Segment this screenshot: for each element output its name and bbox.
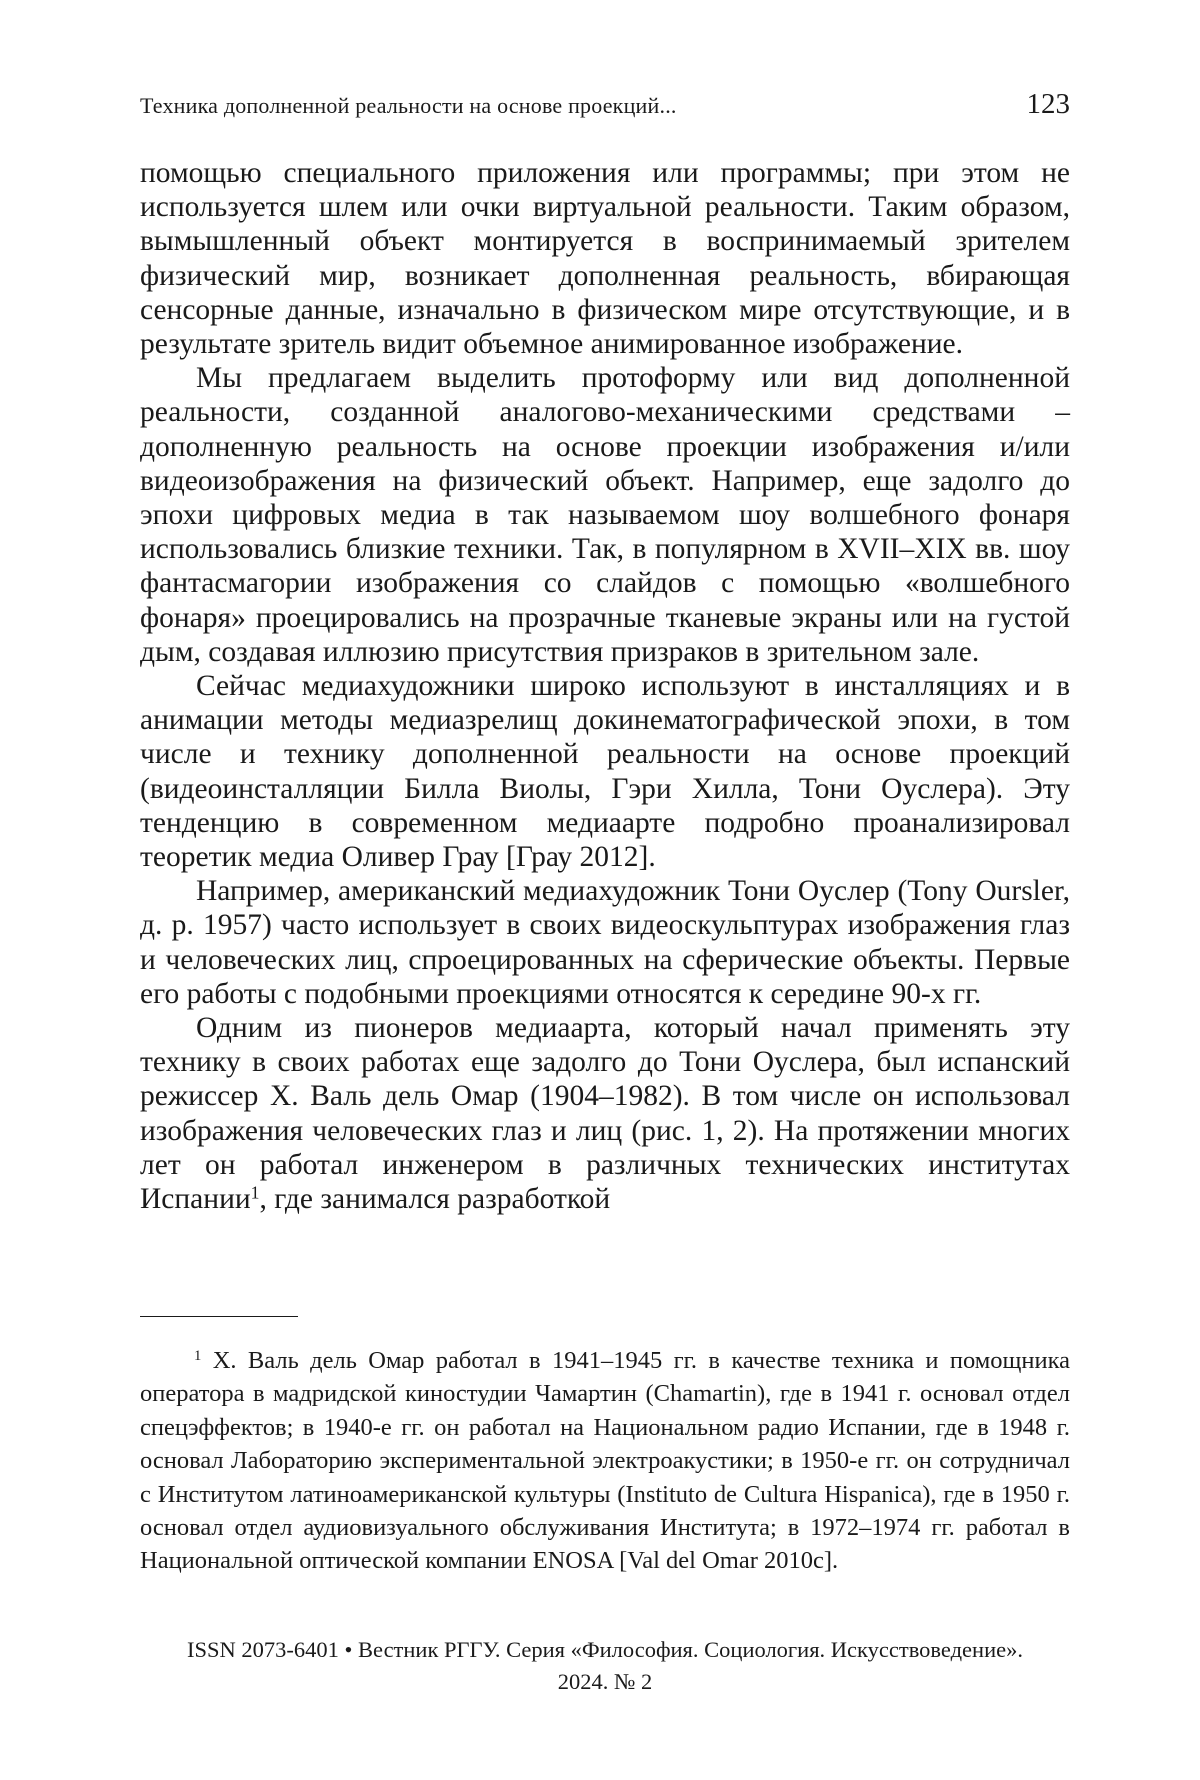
footnote xyxy=(140,1344,1070,1578)
paragraph-text-tail: , где занимался разработкой xyxy=(259,1183,611,1216)
paragraph-continued: помощью специального приложения или программы; при этом не используется шлем или очки виртуальной реальности. Таким образом, вымышленный объект монтируется в воспринимаемый зрителем физический мир, возникает дополненная реальность, вбирающая сенсорные данные, изначально в физическом мире отсутствующие, и в результате зритель видит объемное анимированное изображение. xyxy=(140,157,1070,361)
paragraph: Например, американский медиахудожник Тони Оуслер (Tony Oursler, д. р. 1957) часто использует в своих видеоскульптурах изображения глаз и человеческих лиц, спроецированных на сферические объекты. Первые его работы с подобными проекциями относятся к середине 90-х гг. xyxy=(140,875,1070,1010)
paragraph: Сейчас медиахудожники широко используют в инсталляциях и в анимации методы медиазрелищ докинематографической эпохи, в том числе и технику дополненной реальности на основе проекций (видеоинсталляции Билла Виолы, Гэри Хилла, Тони Оуслера). Эту тенденцию в современном медиаарте подробно проанализировал теоретик медиа Оливер Грау [Грау 2012]. xyxy=(140,670,1070,874)
body-text xyxy=(140,156,1070,1216)
footnote-marker: 1 xyxy=(194,1347,202,1364)
running-title: Техника дополненной реальности на основе проекций... xyxy=(140,93,677,118)
footnote-reference[interactable]: 1 xyxy=(250,1182,260,1203)
footnote-divider xyxy=(140,1316,298,1317)
running-head xyxy=(140,88,1070,128)
journal-footer xyxy=(100,1634,1110,1698)
paragraph: Мы предлагаем выделить протоформу или вид дополненной реальности, созданной аналогово-механическими средствами – дополненную реальность на основе проекции изображения и/или видеоизображения на физический объект. Например, еще задолго до эпохи цифровых медиа в так называемом шоу волшебного фонаря использовались близкие техники. Так, в популярном в XVII–XIX вв. шоу фантасмагории изображения со слайдов с помощью «волшебного фонаря» проецировались на прозрачные тканевые экраны или на густой дым, создавая иллюзию присутствия призраков в зрительном зале. xyxy=(140,362,1070,668)
page-number: 123 xyxy=(1026,88,1070,120)
journal-footer-line: ISSN 2073-6401 • Вестник РГГУ. Серия «Философия. Социология. Искусствоведение». xyxy=(187,1637,1023,1662)
footnote-text: Х. Валь дель Омар работал в 1941–1945 гг. в качестве техника и помощника оператора в мадридской киностудии Чамартин (Chamartin), где в 1941 г. основал отдел спецэффектов; в 1940-е гг. он работал на Национальном радио Испании, где в 1948 г. основал Лабораторию экспериментальной электроакустики; в 1950-е гг. он сотрудничал с Институтом латиноамериканской культуры (Instituto de Cultura Hispanica), где в 1950 г. основал отдел аудиовизуального обслуживания Института; в 1972–1974 гг. работал в Национальной оптической компании ENOSA [Val del Omar 2010c]. xyxy=(140,1347,1071,1575)
journal-footer-issue: 2024. № 2 xyxy=(557,1669,653,1694)
paragraph-with-footnote xyxy=(140,1011,1070,1216)
paragraph-text: Одним из пионеров медиаарта, который начал применять эту технику в своих работах еще задолго до Тони Оуслера, был испанский режиссер Х. Валь дель Омар (1904–1982). В том числе он использовал изображения человеческих глаз и лиц (рис. 1, 2). На протяжении многих лет он работал инженером в различных технических институтах Испании xyxy=(140,1012,1070,1216)
